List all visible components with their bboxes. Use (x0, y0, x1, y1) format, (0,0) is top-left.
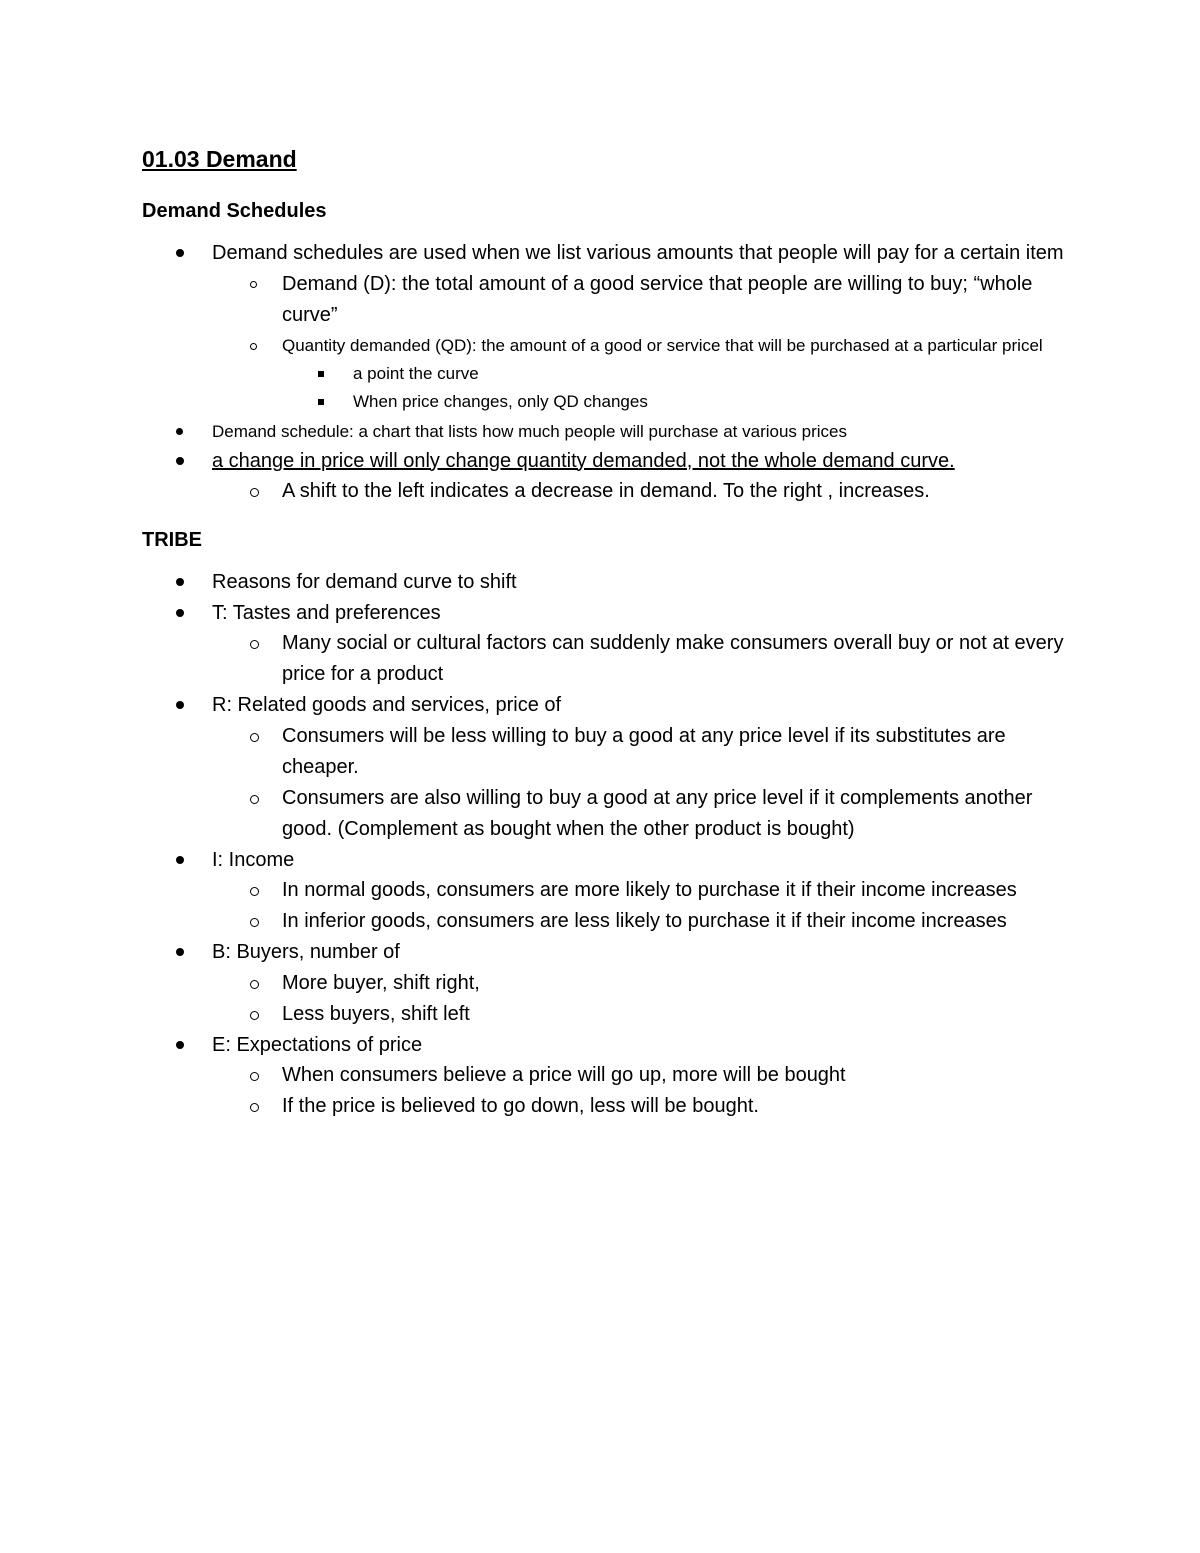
list-item-text: Consumers are also willing to buy a good at any price level if it complements another good. (Complement as bought when the other product is bought) (282, 786, 1033, 840)
tribe-list (142, 567, 1072, 1122)
circle-bullet-icon (250, 1072, 259, 1081)
list-item-text: E: Expectations of price (212, 1033, 423, 1056)
square-bullet-icon (318, 371, 324, 377)
list-item (142, 331, 1072, 360)
list-item-text: T: Tastes and preferences (212, 601, 441, 624)
list-item-text: Demand (D): the total amount of a good service that people are willing to buy; “whole curve” (282, 272, 1033, 326)
list-item-text: R: Related goods and services, price of (212, 694, 562, 716)
circle-bullet-icon (250, 918, 259, 927)
list-item-text: Demand schedule: a chart that lists how much people will purchase at various prices (212, 421, 847, 441)
list-item-text: Many social or cultural factors can suddenly make consumers overall buy or not at every price for a product (282, 632, 1064, 685)
list-item (142, 999, 1072, 1030)
disc-bullet-icon (176, 578, 184, 586)
list-item-text: a change in price will only change quantity demanded, not the whole demand curve. (212, 449, 955, 472)
circle-bullet-icon (250, 281, 257, 288)
section-heading-demand-schedules: Demand Schedules (142, 200, 327, 222)
disc-bullet-icon (176, 249, 184, 257)
list-item (142, 476, 1072, 507)
list-item-text: Reasons for demand curve to shift (212, 571, 517, 593)
list-item (142, 628, 1072, 690)
list-item (142, 937, 1072, 968)
disc-bullet-icon (176, 856, 184, 864)
list-item (142, 690, 1072, 721)
circle-bullet-icon (250, 343, 257, 350)
disc-bullet-icon (176, 948, 184, 956)
demand-schedules-list (142, 238, 1072, 507)
circle-bullet-icon (250, 733, 259, 742)
circle-bullet-icon (250, 887, 259, 896)
list-item (142, 269, 1072, 331)
list-item (142, 968, 1072, 999)
list-item-text: Demand schedules are used when we list various amounts that people will pay for a certain item (212, 242, 1064, 264)
list-item (142, 1091, 1072, 1122)
disc-bullet-icon (176, 609, 184, 617)
list-item-text: When consumers believe a price will go up, more will be bought (282, 1064, 846, 1086)
circle-bullet-icon (250, 640, 259, 649)
list-item (142, 845, 1072, 876)
list-item (142, 1060, 1072, 1091)
circle-bullet-icon (250, 488, 259, 497)
circle-bullet-icon (250, 1011, 259, 1020)
section-heading-tribe: TRIBE (142, 529, 202, 551)
list-item-text: When price changes, only QD changes (353, 392, 648, 411)
square-bullet-icon (318, 399, 324, 405)
circle-bullet-icon (250, 980, 259, 989)
list-item-text: Less buyers, shift left (282, 1002, 470, 1025)
list-item (142, 875, 1072, 906)
list-item (142, 360, 1072, 389)
list-item (142, 567, 1072, 598)
list-item (142, 446, 1072, 477)
list-item (142, 721, 1072, 783)
list-item (142, 238, 1072, 269)
list-item (142, 417, 1072, 446)
list-item-text: In inferior goods, consumers are less likely to purchase it if their income increases (282, 910, 1007, 932)
circle-bullet-icon (250, 795, 259, 804)
list-item (142, 388, 1072, 417)
list-item-text: B: Buyers, number of (212, 941, 400, 963)
list-item (142, 598, 1072, 629)
list-item (142, 783, 1072, 845)
disc-bullet-icon (176, 428, 183, 435)
list-item-text: I: Income (212, 848, 295, 871)
list-item-text: a point the curve (353, 363, 479, 383)
list-item-text: Quantity demanded (QD): the amount of a good or service that will be purchased at a particular pricel (282, 335, 1043, 355)
disc-bullet-icon (176, 1041, 184, 1049)
disc-bullet-icon (176, 457, 184, 465)
list-item-text: Consumers will be less willing to buy a good at any price level if its substitutes are cheaper. (282, 724, 1006, 778)
list-item (142, 906, 1072, 937)
list-item-text: If the price is believed to go down, less will be bought. (282, 1095, 759, 1117)
list-item-text: More buyer, shift right, (282, 971, 480, 994)
list-item (142, 1030, 1072, 1061)
document-page (142, 142, 1072, 1122)
document-title: 01.03 Demand (142, 146, 297, 172)
list-item-text: In normal goods, consumers are more likely to purchase it if their income increases (282, 879, 1017, 901)
circle-bullet-icon (250, 1103, 259, 1112)
disc-bullet-icon (176, 701, 184, 709)
list-item-text: A shift to the left indicates a decrease in demand. To the right , increases. (282, 480, 930, 502)
